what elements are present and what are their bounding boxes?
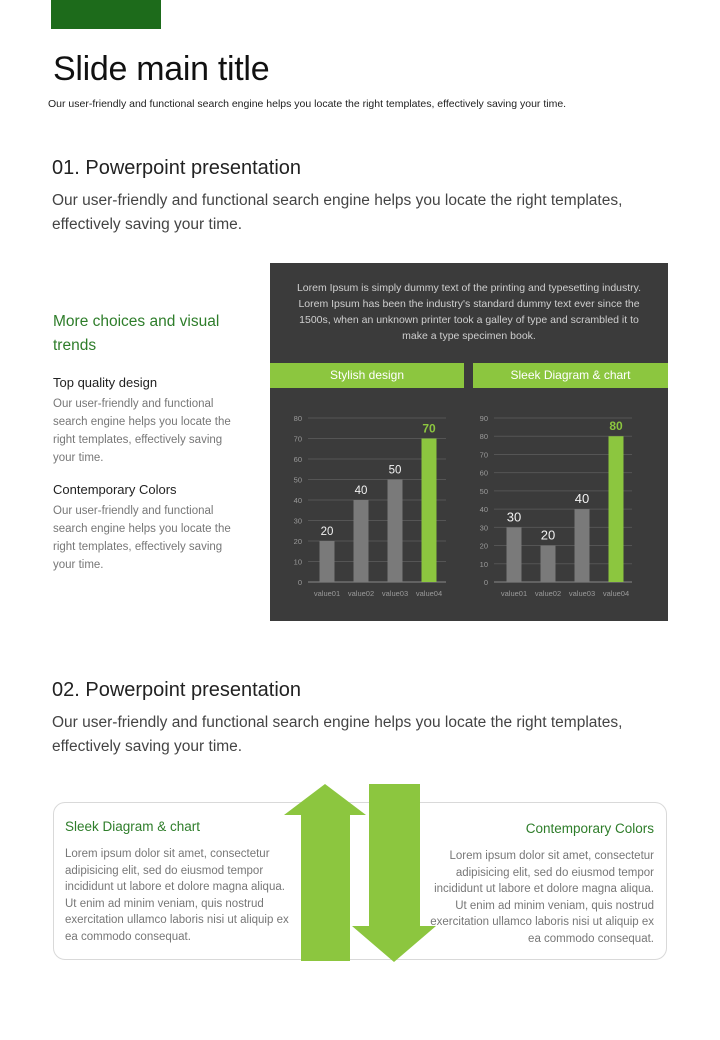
bar-value03 xyxy=(388,480,403,583)
x-tick-label: value03 xyxy=(568,589,596,598)
chart-panel-text: Lorem Ipsum is simply dummy text of the printing and typesetting industry. Lorem Ipsum has been the industry's standard dummy text ever since the 1500s, when an unknown printer took a galley of type and scrambled it to make a type specimen book. xyxy=(296,282,642,342)
x-tick-label: value01 xyxy=(500,589,528,598)
y-tick-label: 10 xyxy=(479,559,488,569)
data-label: 80 xyxy=(609,419,623,434)
x-tick-label: value02 xyxy=(347,589,375,598)
y-tick-label: 50 xyxy=(293,475,302,485)
y-tick-label: 30 xyxy=(479,523,488,533)
chart-tab-stylish: Stylish design xyxy=(270,363,464,388)
item-desc-quality: Our user-friendly and functional search engine helps you locate the right templates, effectively saving your time. xyxy=(53,398,231,464)
arrow-up-icon xyxy=(284,784,366,961)
y-tick-label: 60 xyxy=(293,455,302,464)
chart-tab-sleek: Sleek Diagram & chart xyxy=(473,363,668,388)
bar-value02 xyxy=(541,546,556,582)
y-tick-label: 30 xyxy=(293,516,302,526)
bar-value03 xyxy=(575,509,590,582)
data-label: 40 xyxy=(574,491,590,507)
section1-description: Our user-friendly and functional search engine helps you locate the right templates, effectively saving your time. xyxy=(52,192,623,233)
y-tick-label: 40 xyxy=(293,496,302,505)
section2-title: 02. Powerpoint presentation xyxy=(52,679,302,701)
section1-title: 01. Powerpoint presentation xyxy=(52,157,302,179)
up-down-arrows xyxy=(284,784,436,962)
card-left-title: Sleek Diagram & chart xyxy=(65,819,201,834)
data-label: 30 xyxy=(506,509,522,525)
data-label: 70 xyxy=(422,421,436,436)
bar-value04 xyxy=(609,436,624,582)
x-tick-label: value02 xyxy=(534,589,562,598)
top-accent-bar xyxy=(51,0,161,29)
bar-value04 xyxy=(422,439,437,583)
y-tick-label: 70 xyxy=(479,450,488,460)
x-tick-label: value04 xyxy=(415,589,443,598)
arrow-down-icon xyxy=(352,784,436,962)
y-tick-label: 0 xyxy=(297,578,302,587)
card-right-title: Contemporary Colors xyxy=(525,821,654,836)
item-title-colors: Contemporary Colors xyxy=(53,482,177,497)
y-tick-label: 40 xyxy=(479,505,488,515)
y-tick-label: 20 xyxy=(293,537,302,546)
item-title-quality: Top quality design xyxy=(53,375,158,390)
item-desc-colors: Our user-friendly and functional search engine helps you locate the right templates, effectively saving your time. xyxy=(53,505,231,571)
y-tick-label: 0 xyxy=(483,578,488,587)
left-column-heading: More choices and visual trends xyxy=(53,313,220,354)
x-tick-label: value03 xyxy=(381,589,409,598)
y-tick-label: 60 xyxy=(479,468,488,478)
card-left-text: Lorem ipsum dolor sit amet, consectetur adipisicing elit, sed do eiusmod tempor incididunt ut labore et dolore magna aliqua. Ut enim ad minim veniam, quis nostrud exercitation ullamco laboris nisi ut aliquip ex ea commodo consequat. xyxy=(65,848,289,943)
bar-value01 xyxy=(507,527,522,582)
slide-subtitle: Our user-friendly and functional search engine helps you locate the right templates, effectively saving your time. xyxy=(48,98,567,110)
y-tick-label: 10 xyxy=(293,557,302,567)
y-tick-label: 80 xyxy=(479,432,488,442)
x-tick-label: value04 xyxy=(602,589,630,598)
x-tick-label: value01 xyxy=(313,589,341,598)
bar-value01 xyxy=(320,541,335,582)
bar-charts xyxy=(270,400,668,605)
slide-title: Slide main title xyxy=(53,50,270,88)
data-label: 50 xyxy=(388,464,402,477)
y-tick-label: 20 xyxy=(479,541,488,551)
data-label: 20 xyxy=(320,526,334,538)
data-label: 40 xyxy=(354,485,368,497)
y-tick-label: 50 xyxy=(479,486,488,496)
data-label: 20 xyxy=(540,527,556,543)
y-tick-label: 70 xyxy=(293,434,302,444)
y-tick-label: 80 xyxy=(293,414,302,423)
bar-value02 xyxy=(354,500,369,582)
card-right-text: Lorem ipsum dolor sit amet, consectetur adipisicing elit, sed do eiusmod tempor incididunt ut labore et dolore magna aliqua. Ut enim ad minim veniam, quis nostrud exercitation ullamco laboris nisi ut aliquip ex ea commodo consequat. xyxy=(430,850,654,945)
y-tick-label: 90 xyxy=(479,414,488,423)
section2-description: Our user-friendly and functional search engine helps you locate the right templates, effectively saving your time. xyxy=(52,714,623,755)
